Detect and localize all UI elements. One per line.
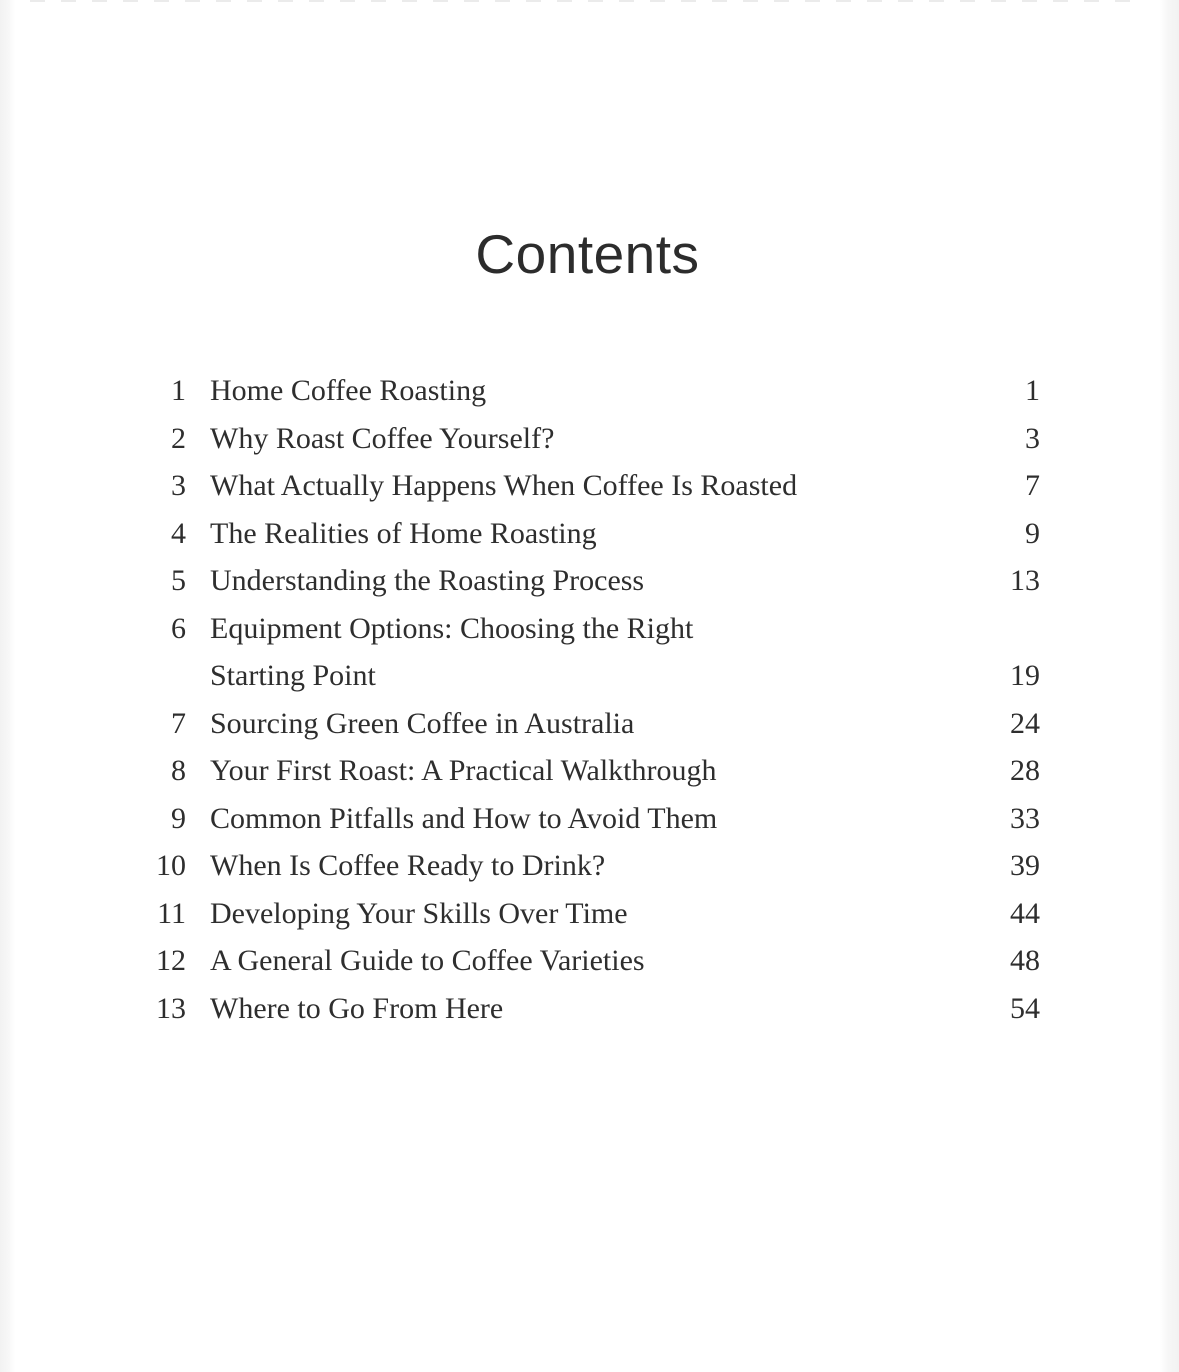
chapter-title-line: Starting Point xyxy=(210,659,376,692)
chapter-title xyxy=(210,985,944,1033)
table-of-contents xyxy=(140,367,1040,1032)
toc-entry[interactable] xyxy=(140,462,1040,510)
page-edge-gutter-right xyxy=(1160,0,1179,1372)
chapter-title-line: Why Roast Coffee Yourself? xyxy=(210,421,555,455)
toc-entry[interactable] xyxy=(140,842,1040,890)
toc-entry[interactable] xyxy=(140,415,1040,463)
chapter-number: 10 xyxy=(156,849,186,882)
chapter-title xyxy=(210,367,944,415)
chapter-page-number: 24 xyxy=(1010,706,1040,740)
chapter-page-number: 44 xyxy=(1010,896,1040,930)
chapter-number: 11 xyxy=(157,896,186,930)
chapter-page-number: 33 xyxy=(1010,801,1040,835)
page-top-dashed-edge xyxy=(30,0,1141,2)
chapter-title xyxy=(210,890,944,938)
toc-entry[interactable] xyxy=(140,367,1040,415)
document-page xyxy=(15,0,1160,1372)
chapter-page-number: 3 xyxy=(1025,421,1040,455)
chapter-title xyxy=(210,415,944,463)
page-edge-gutter-left xyxy=(0,0,15,1372)
chapter-number: 7 xyxy=(171,706,186,740)
toc-entry[interactable] xyxy=(140,985,1040,1033)
chapter-page-number: 7 xyxy=(1025,469,1040,502)
toc-entry[interactable] xyxy=(140,700,1040,748)
chapter-title xyxy=(210,795,944,843)
chapter-number: 9 xyxy=(171,801,186,835)
chapter-title-line: Sourcing Green Coffee in Australia xyxy=(210,706,635,740)
chapter-page-number: 13 xyxy=(1010,564,1040,597)
chapter-number: 5 xyxy=(171,564,186,597)
chapter-number: 1 xyxy=(171,374,186,407)
chapter-number: 12 xyxy=(156,944,186,977)
chapter-title xyxy=(210,510,944,558)
chapter-number: 2 xyxy=(171,421,186,455)
chapter-title-line: What Actually Happens When Coffee Is Roasted xyxy=(210,469,798,502)
chapter-page-number: 48 xyxy=(1010,944,1040,977)
chapter-title-line: A General Guide to Coffee Varieties xyxy=(210,944,645,977)
chapter-page-number: 54 xyxy=(1010,991,1040,1025)
toc-entry[interactable] xyxy=(140,605,1040,700)
chapter-title-line: Understanding the Roasting Process xyxy=(210,564,645,597)
chapter-title-line: When Is Coffee Ready to Drink? xyxy=(210,849,606,882)
chapter-page-number: 19 xyxy=(1010,659,1040,692)
chapter-title xyxy=(210,747,944,795)
chapter-number: 4 xyxy=(171,516,186,550)
chapter-number: 3 xyxy=(171,469,186,502)
chapter-title xyxy=(210,557,944,605)
chapter-title-line: Where to Go From Here xyxy=(210,991,504,1025)
chapter-title-line: The Realities of Home Roasting xyxy=(210,516,597,550)
chapter-number: 6 xyxy=(171,611,186,645)
chapter-title xyxy=(210,842,944,890)
chapter-title-line: Home Coffee Roasting xyxy=(210,374,487,407)
chapter-page-number: 1 xyxy=(1025,374,1040,407)
chapter-title-line: Common Pitfalls and How to Avoid Them xyxy=(210,801,718,835)
chapter-page-number: 39 xyxy=(1010,849,1040,882)
toc-entry[interactable] xyxy=(140,747,1040,795)
toc-entry[interactable] xyxy=(140,937,1040,985)
chapter-title xyxy=(210,462,944,510)
chapter-page-number: 9 xyxy=(1025,516,1040,550)
page-title: Contents xyxy=(475,223,700,285)
chapter-title-line: Your First Roast: A Practical Walkthrough xyxy=(210,754,717,787)
chapter-page-number: 28 xyxy=(1010,754,1040,787)
toc-entry[interactable] xyxy=(140,557,1040,605)
toc-entry[interactable] xyxy=(140,890,1040,938)
chapter-title xyxy=(210,937,944,985)
chapter-title xyxy=(210,700,944,748)
chapter-title-line: Equipment Options: Choosing the Right xyxy=(210,611,694,645)
toc-entry[interactable] xyxy=(140,795,1040,843)
chapter-title-line: Developing Your Skills Over Time xyxy=(210,896,628,930)
chapter-number: 13 xyxy=(156,991,186,1025)
toc-entry[interactable] xyxy=(140,510,1040,558)
chapter-title xyxy=(210,605,944,700)
chapter-number: 8 xyxy=(171,754,186,787)
